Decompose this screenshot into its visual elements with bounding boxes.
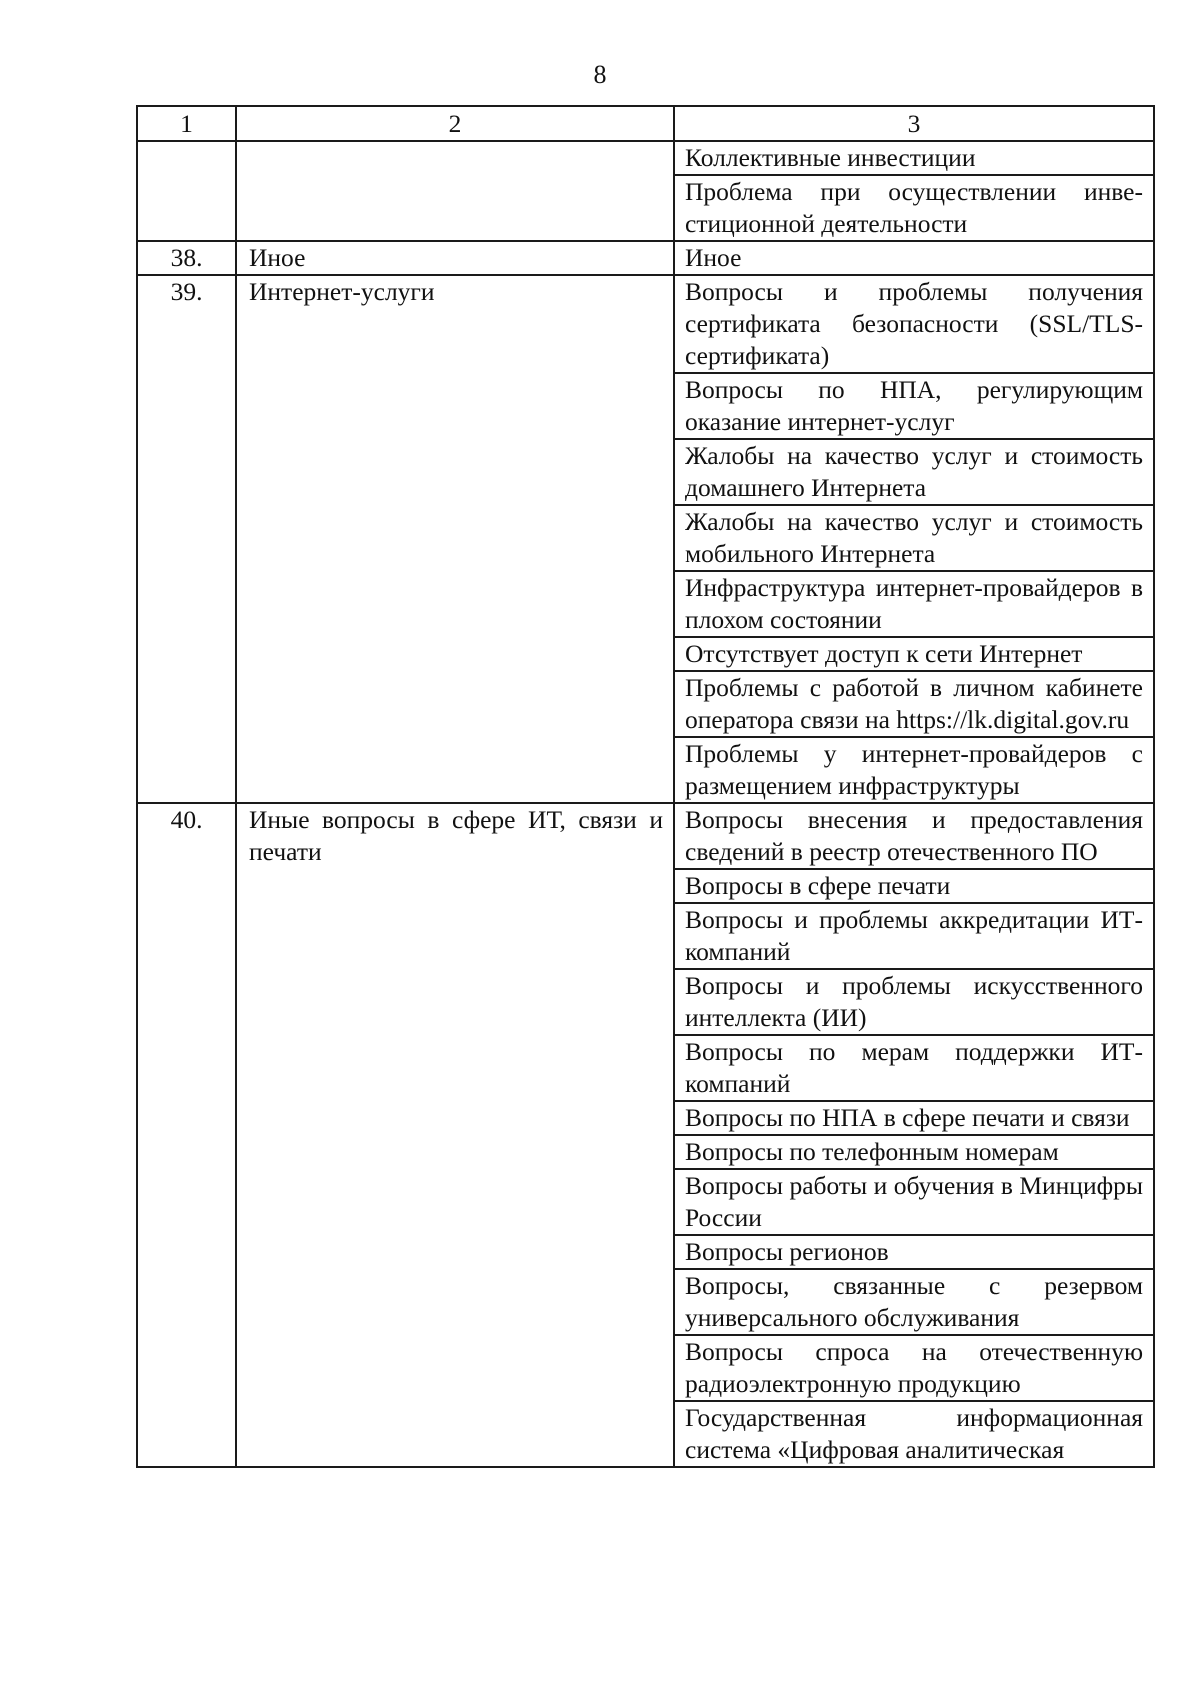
row-number: 39. [137, 275, 236, 803]
row-subtopics [674, 241, 1154, 275]
table-row [137, 275, 1154, 803]
subtopic-item: Вопросы по НПА в сфере печати и связи [675, 1100, 1153, 1134]
row-topic: Иные вопросы в сфере ИТ, связи и печати [236, 803, 674, 1467]
subtopic-item: Вопросы по мерам поддержки ИТ-компаний [675, 1034, 1153, 1100]
subtopic-item: Государственная информационная система «Цифровая аналитическая [675, 1400, 1153, 1466]
subtopic-item: Вопросы и проблемы аккредитации ИТ-компаний [675, 902, 1153, 968]
subtopic-item: Вопросы работы и обучения в Минцифры России [675, 1168, 1153, 1234]
row-number [137, 141, 236, 241]
row-topic: Интернет-услуги [236, 275, 674, 803]
subtopic-item: Проблемы с работой в личном кабинете оператора связи на https://lk.digital.gov.ru [675, 670, 1153, 736]
subtopic-item: Коллективные инвестиции [685, 143, 976, 172]
row-subtopics [674, 141, 1154, 241]
table-header-row [137, 106, 1154, 141]
subtopic-item: Отсутствует доступ к сети Интернет [675, 636, 1153, 670]
row-subtopics [674, 275, 1154, 803]
row-topic: Иное [236, 241, 674, 275]
classification-table [136, 105, 1155, 1468]
row-number: 38. [137, 241, 236, 275]
subtopic-item: Инфраструктура интернет-провайдеров в плохом состоянии [675, 570, 1153, 636]
subtopic-item: Проблемы у интернет-провайдеров с размещением инфраструктуры [675, 736, 1153, 802]
subtopic-item: Вопросы, связанные с резервом универсального обслуживания [675, 1268, 1153, 1334]
subtopic-item: Вопросы регионов [675, 1234, 1153, 1268]
subtopic-item: Вопросы в сфере печати [675, 868, 1153, 902]
subtopic-item: Вопросы внесения и предоставления сведений в реестр отечественного ПО [685, 805, 1143, 866]
table-row [137, 241, 1154, 275]
subtopic-item: Вопросы по телефонным номерам [675, 1134, 1153, 1168]
subtopic-item: Жалобы на качество услуг и стоимость мобильного Интернета [675, 504, 1153, 570]
subtopic-item: Вопросы спроса на отечественную радиоэлектронную продукцию [675, 1334, 1153, 1400]
subtopic-item: Жалобы на качество услуг и стоимость домашнего Интернета [675, 438, 1153, 504]
subtopic-item: Проблема при осуществлении инвестиционной деятельности [675, 174, 1153, 240]
row-topic [236, 141, 674, 241]
row-subtopics [674, 803, 1154, 1467]
table-row [137, 803, 1154, 1467]
subtopic-item: Вопросы и проблемы получения сертификата безопасности (SSL/TLS-сертификата) [685, 277, 1143, 370]
subtopic-item: Вопросы по НПА, регулирующим оказание интернет-услуг [675, 372, 1153, 438]
column-header-1: 1 [137, 106, 236, 141]
table-row [137, 141, 1154, 241]
column-header-2: 2 [236, 106, 674, 141]
subtopic-item: Иное [685, 243, 742, 272]
subtopic-item: Вопросы и проблемы искусственного интеллекта (ИИ) [675, 968, 1153, 1034]
row-number: 40. [137, 803, 236, 1467]
page-number: 8 [593, 60, 607, 89]
column-header-3: 3 [674, 106, 1154, 141]
